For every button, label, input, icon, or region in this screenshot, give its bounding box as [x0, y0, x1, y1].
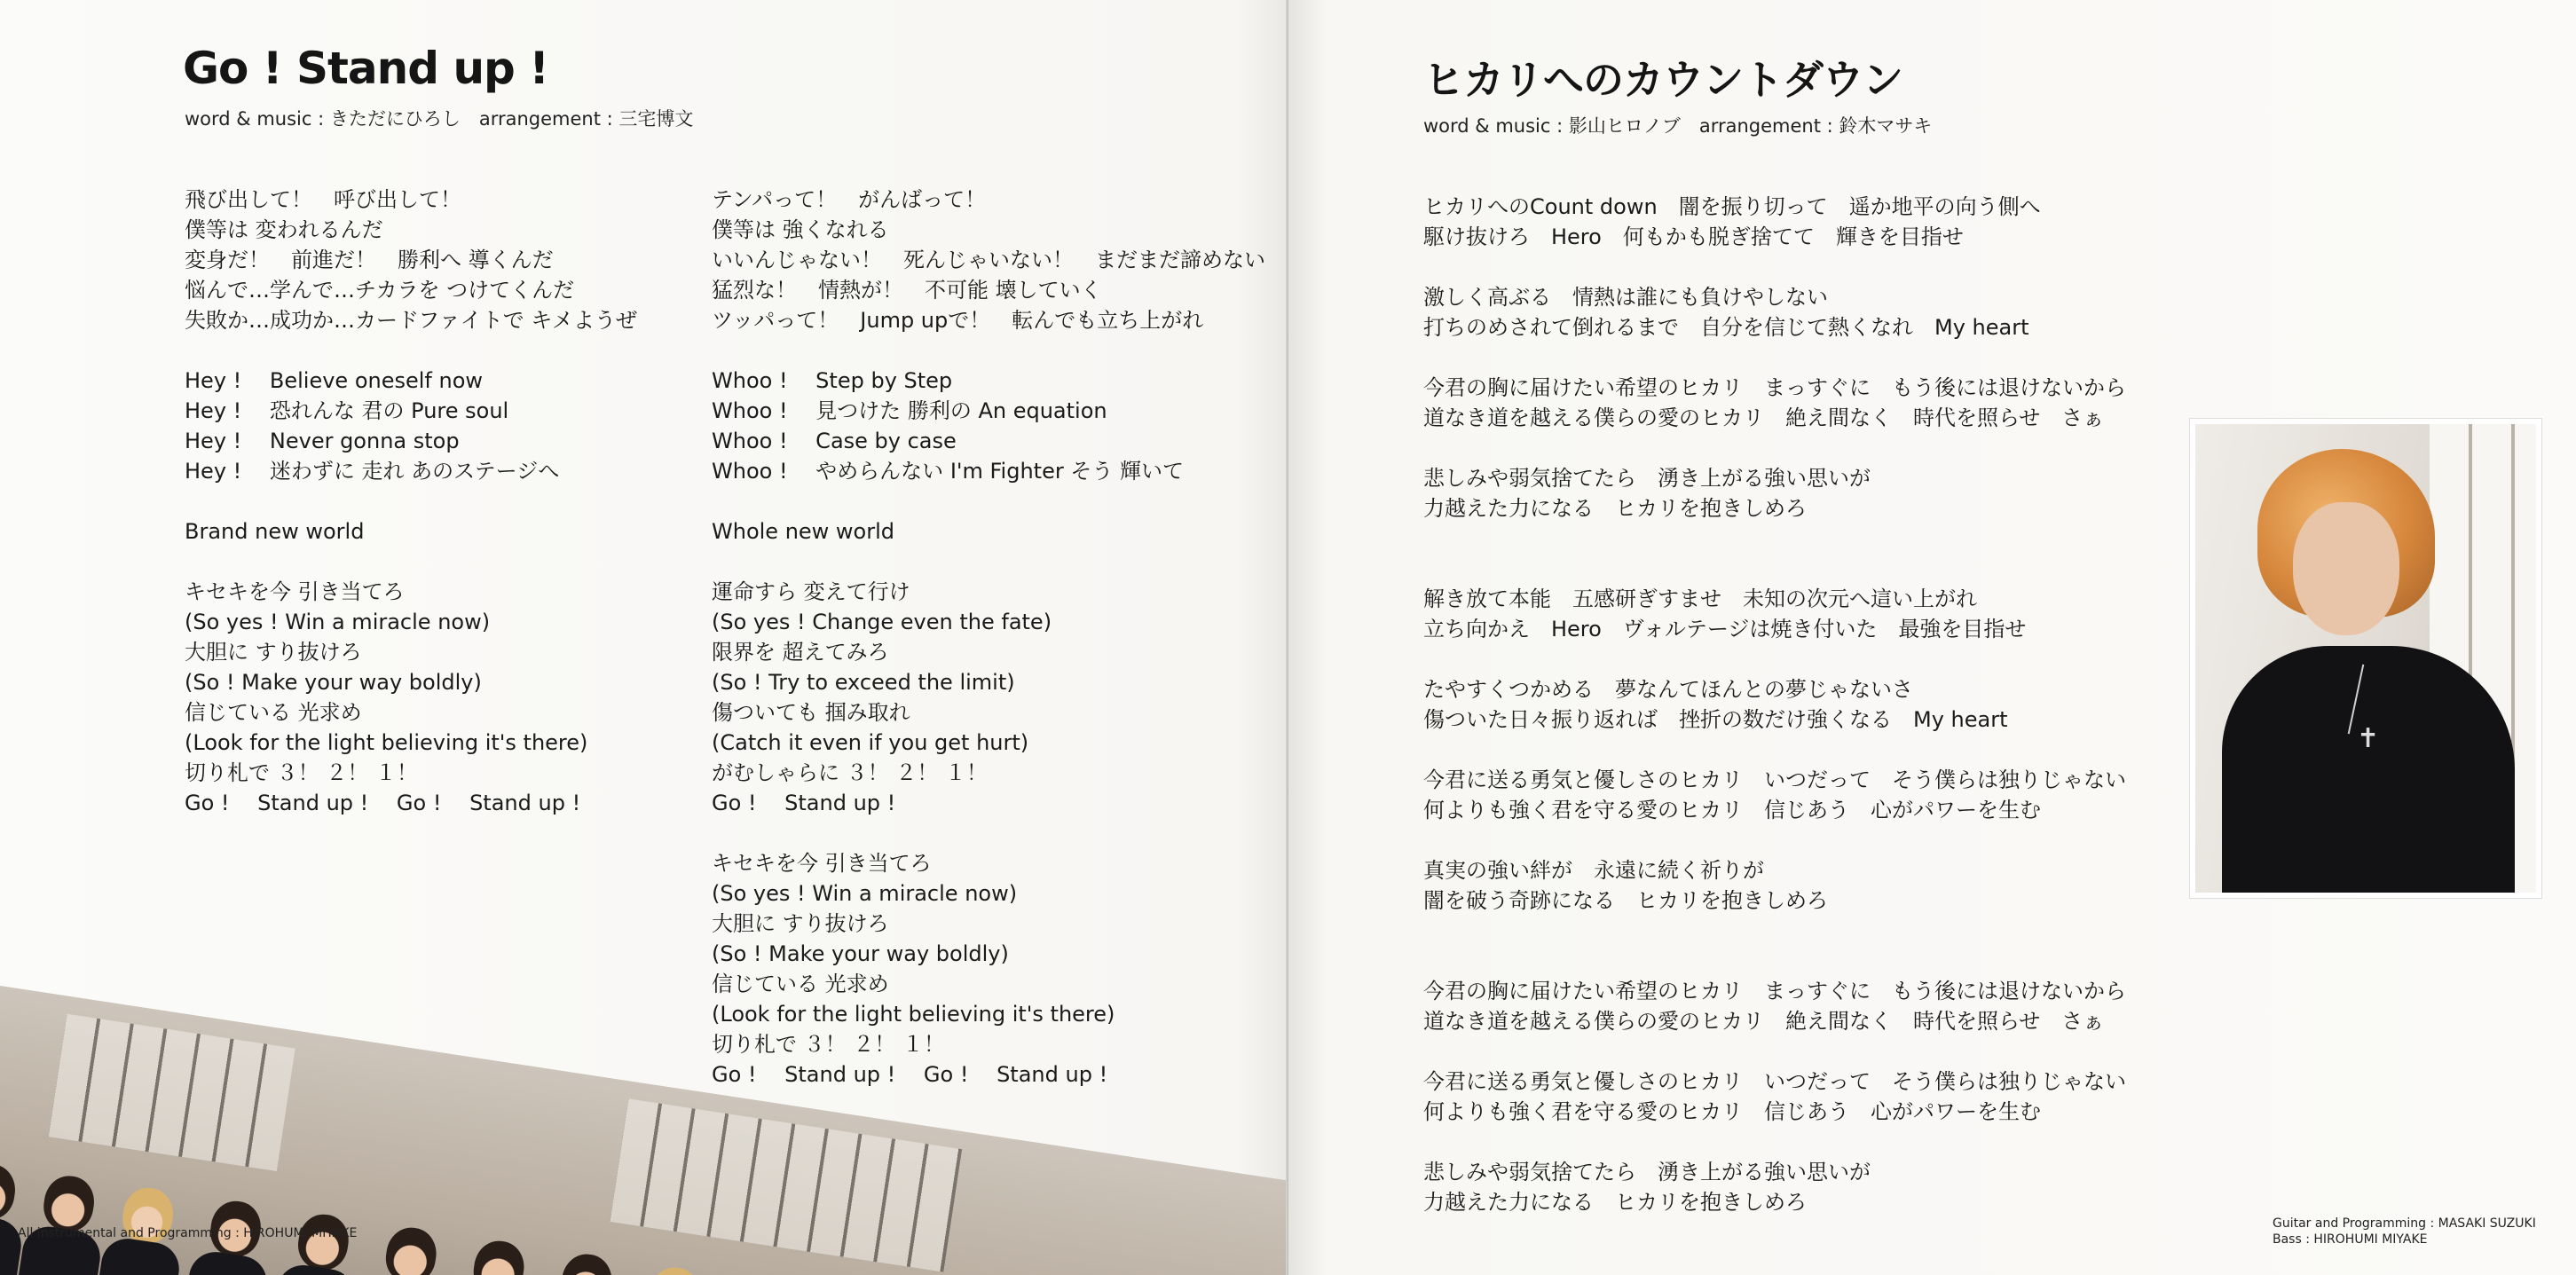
lyric-line: Brand new world: [185, 519, 365, 544]
stanza: [1423, 463, 2126, 523]
window-background: [49, 1014, 295, 1171]
lyric-line: Hey ! 恐れんな 君の Pure soul: [185, 398, 509, 423]
lyric-line: 闇を破う奇跡になる ヒカリを抱きしめろ: [1423, 888, 1828, 913]
song-credit: word & music : きただにひろし arrangement : 三宅博文: [185, 108, 694, 130]
lyric-line: がむしゃらに ３！ ２！ １！: [712, 760, 988, 785]
song-title-hikari-countdown: ヒカリへのカウントダウン: [1423, 56, 1902, 104]
stanza: [1423, 855, 2126, 916]
guitar-credit: Guitar and Programming : MASAKI SUZUKI: [2273, 1216, 2536, 1231]
lyric-line: 今君の胸に届けたい希望のヒカリ まっすぐに もう後には退けないから: [1423, 375, 2126, 400]
song-credit: word & music : 影山ヒロノブ arrangement : 鈴木マサキ: [1423, 115, 1933, 137]
lyric-line: 悩んで…学んで…チカラを つけてくんだ: [185, 278, 575, 303]
lyric-line: (So ! Try to exceed the limit): [712, 670, 1015, 695]
lyric-line: 解き放て本能 五感研ぎすませ 未知の次元へ這い上がれ: [1423, 586, 1977, 611]
lyric-line: 変身だ！ 前進だ！ 勝利へ 導くんだ: [185, 248, 554, 272]
lyric-line: 激しく高ぶる 情熱は誰にも負けやしない: [1423, 285, 1828, 310]
lyric-line: Hey ! 迷わずに 走れ あのステージへ: [185, 459, 560, 484]
lyric-line: Whoo ! 見つけた 勝利の An equation: [712, 398, 1107, 423]
lyric-line: 運命すら 変えて行け: [712, 579, 910, 604]
lyric-line: Whoo ! やめらんない I'm Fighter そう 輝いて: [712, 459, 1184, 484]
stanza: [712, 366, 1265, 486]
lyrics-column-2: [712, 185, 1265, 1120]
lyric-line: 大胆に すり抜けろ: [185, 640, 362, 665]
lyric-line: (So yes ! Win a miracle now): [185, 610, 491, 634]
instrumental-credit: All instrumental and Programming : HIROHUMI MIYAKE: [18, 1226, 358, 1240]
lyric-line: (Look for the light believing it's there): [185, 730, 588, 755]
stanza: [712, 577, 1265, 818]
band-member-photo: [528, 1248, 629, 1275]
lyric-line: 何よりも強く君を守る愛のヒカリ 信じあう 心がパワーを生む: [1423, 798, 2041, 822]
lyric-line: Go ! Stand up !: [712, 791, 896, 815]
stanza: [1423, 1066, 2126, 1127]
lyric-line: 僕等は 強くなれる: [712, 217, 889, 242]
stanza: [712, 848, 1265, 1090]
lyric-line: (So ! Make your way boldly): [712, 941, 1009, 966]
right-page: [1288, 0, 2576, 1275]
stanza: [712, 185, 1265, 335]
lyrics-column-1: [185, 185, 637, 848]
lyric-line: 信じている 光求め: [712, 972, 889, 996]
lyric-line: Whoo ! Step by Step: [712, 368, 953, 393]
lyric-line: 道なき道を越える僕らの愛のヒカリ 絶え間なく 時代を照らせ さぁ: [1423, 1009, 2105, 1034]
lyric-line: 傷ついた日々振り返れば 挫折の数だけ強くなる My heart: [1423, 707, 2008, 732]
lyric-line: (Look for the light believing it's there): [712, 1002, 1115, 1027]
lyric-line: 道なき道を越える僕らの愛のヒカリ 絶え間なく 時代を照らせ さぁ: [1423, 405, 2105, 430]
lyric-line: 傷ついても 掴み取れ: [712, 700, 910, 725]
lyric-line: 何よりも強く君を守る愛のヒカリ 信じあう 心がパワーを生む: [1423, 1099, 2041, 1124]
lyric-line: 力越えた力になる ヒカリを抱きしめろ: [1423, 496, 1807, 521]
lyric-line: 大胆に すり抜けろ: [712, 911, 889, 936]
stanza: [1423, 584, 2126, 644]
lyric-line: Whole new world: [712, 519, 895, 544]
lyric-line: 今君に送る勇気と優しさのヒカリ いつだって そう僕らは独りじゃない: [1423, 1069, 2126, 1094]
artist-face: [2293, 502, 2399, 635]
band-member-photo: [265, 1209, 366, 1275]
artist-jacket: [2222, 646, 2515, 893]
lyric-line: ツッパって！ Jump upで！ 転んでも立ち上がれ: [712, 308, 1204, 333]
lyric-line: 今君の胸に届けたい希望のヒカリ まっすぐに もう後には退けないから: [1423, 979, 2126, 1003]
lyric-line: 失敗か…成功か…カードファイトで キメようぜ: [185, 308, 637, 333]
lyrics-column: [1423, 192, 2126, 1247]
lyric-line: 立ち向かえ Hero ヴォルテージは焼き付いた 最強を目指せ: [1423, 617, 2027, 641]
lyric-line: 飛び出して！ 呼び出して！: [185, 187, 461, 212]
band-member-photo: [616, 1262, 717, 1275]
stanza: [1423, 192, 2126, 252]
window-background: [611, 1098, 963, 1271]
lyric-line: 僕等は 変われるんだ: [185, 217, 383, 242]
lyric-line: 駆け抜けろ Hero 何もかも脱ぎ捨てて 輝きを目指せ: [1423, 224, 1964, 249]
lyric-line: Go ! Stand up ! Go ! Stand up !: [185, 791, 581, 815]
lyric-line: 打ちのめされて倒れるまで 自分を信じて熱くなれ My heart: [1423, 315, 2029, 340]
lyric-line: いいんじゃない！ 死んじゃいない！ まだまだ諦めない: [712, 248, 1265, 272]
lyric-line: 悲しみや弱気捨てたら 湧き上がる強い思いが: [1423, 1160, 1871, 1184]
bass-credit: Bass : HIROHUMI MIYAKE: [2273, 1232, 2428, 1247]
stanza: [1423, 1157, 2126, 1217]
cross-pendant-icon: ✝: [2357, 723, 2380, 754]
lyric-line: Hey ! Never gonna stop: [185, 429, 460, 453]
lyric-line: テンパって！ がんばって！: [712, 187, 987, 212]
artist-portrait-photo: [2195, 424, 2536, 893]
band-member-photo: [440, 1235, 541, 1275]
lyric-line: (So ! Make your way boldly): [185, 670, 482, 695]
song-title-go-stand-up: Go ! Stand up !: [183, 43, 549, 94]
stanza: [1423, 373, 2126, 433]
lyric-line: 信じている 光求め: [185, 700, 362, 725]
stanza: [185, 577, 637, 818]
lyric-line: Hey ! Believe oneself now: [185, 368, 484, 393]
band-member-photo: [353, 1223, 454, 1275]
stanza: [1423, 976, 2126, 1036]
stanza: [1423, 282, 2126, 342]
lyric-line: キセキを今 引き当てろ: [185, 579, 405, 604]
stanza: [1423, 765, 2126, 825]
lyric-line: (So yes ! Change even the fate): [712, 610, 1052, 634]
lyric-line: キセキを今 引き当てろ: [712, 851, 932, 876]
stanza: [1423, 674, 2126, 735]
stanza: [185, 366, 637, 486]
lyric-line: 限界を 超えてみろ: [712, 640, 889, 665]
stanza: [712, 516, 1265, 547]
lyric-line: 切り札で ３！ ２！ １！: [712, 1032, 945, 1057]
stanza: [185, 516, 637, 547]
lyric-line: 悲しみや弱気捨てたら 湧き上がる強い思いが: [1423, 466, 1871, 491]
lyric-line: 今君に送る勇気と優しさのヒカリ いつだって そう僕らは独りじゃない: [1423, 767, 2126, 792]
lyric-line: ヒカリへのCount down 闇を振り切って 遥か地平の向う側へ: [1423, 194, 2041, 219]
lyric-line: (Catch it even if you get hurt): [712, 730, 1029, 755]
lyric-line: Whoo ! Case by case: [712, 429, 957, 453]
lyric-line: 猛烈な！ 情熱が！ 不可能 壊していく: [712, 278, 1102, 303]
lyric-line: Go ! Stand up ! Go ! Stand up !: [712, 1062, 1108, 1087]
lyric-line: たやすくつかめる 夢なんてほんとの夢じゃないさ: [1423, 677, 1913, 702]
lyric-line: 真実の強い絆が 永遠に続く祈りが: [1423, 858, 1764, 883]
stanza: [185, 185, 637, 335]
lyric-line: 力越えた力になる ヒカリを抱きしめろ: [1423, 1190, 1807, 1215]
lyric-line: 切り札で ３！ ２！ １！: [185, 760, 418, 785]
lyric-line: (So yes ! Win a miracle now): [712, 881, 1018, 906]
